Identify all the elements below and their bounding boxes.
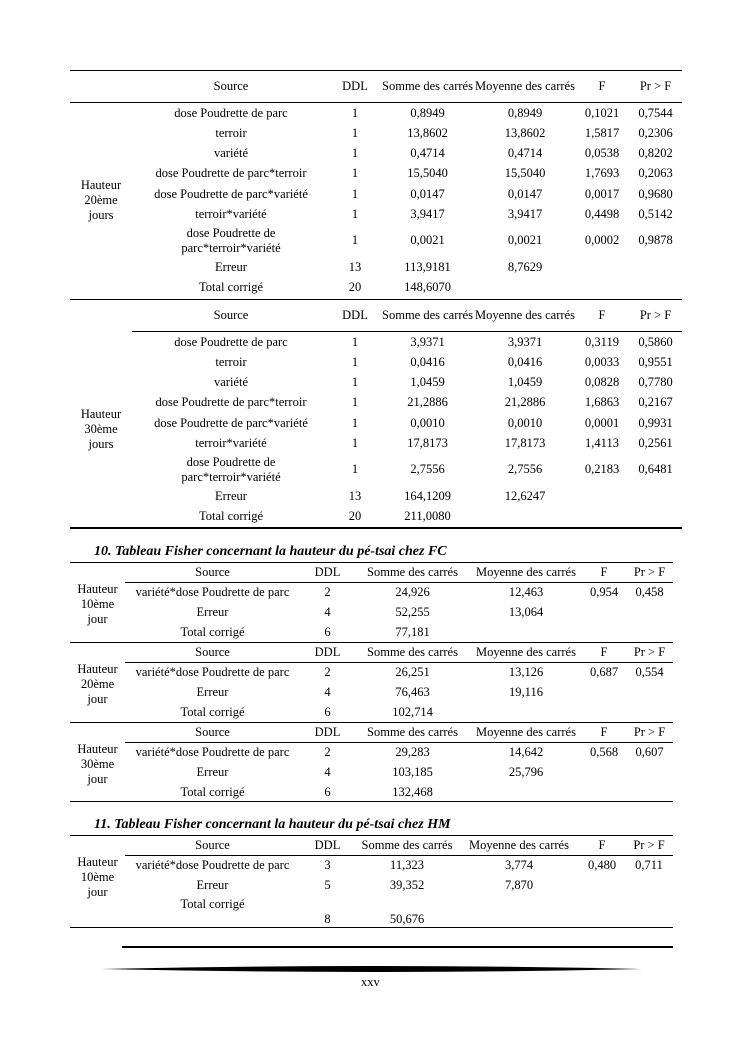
cell-moyenne: 0,0021 (507, 233, 543, 247)
cell-ddl: 1 (351, 186, 359, 201)
col-header-source: Source (213, 308, 249, 322)
cell-pr (626, 682, 673, 702)
cell-moyenne (475, 277, 575, 297)
cell-somme: 103,185 (392, 764, 433, 779)
cell-moyenne (470, 782, 582, 802)
cell-f (582, 702, 626, 722)
cell-ddl: 4 (324, 604, 331, 619)
cell-ddl: 1 (351, 145, 359, 160)
cell-f (582, 682, 626, 702)
cell-ddl: 13 (348, 259, 362, 274)
group-label: Hauteur 20ème jours (80, 177, 122, 222)
col-header-ddl: DDL (314, 564, 341, 579)
cell-somme: 0,0147 (410, 186, 445, 201)
anova-group-30-jours (70, 332, 682, 527)
cell-ddl: 2 (300, 582, 355, 602)
col-header-moyenne: Moyenne des carrés (475, 308, 575, 322)
row-source: dose Poudrette de parc*terroir (155, 395, 307, 409)
col-header-pr: Pr > F (633, 644, 666, 659)
cell-somme: 0,0010 (410, 415, 445, 430)
group-label: Hauteur 10ème jour (77, 582, 118, 626)
cell-pr: 0,458 (626, 582, 673, 602)
cell-pr: 0,8202 (638, 145, 673, 160)
cell-somme: 77,181 (395, 624, 430, 639)
cell-f: 1,6863 (584, 395, 620, 409)
cell-pr: 0,9680 (638, 186, 673, 201)
cell-ddl: 20 (348, 279, 362, 294)
cell-somme: 29,283 (355, 742, 470, 762)
cell-ddl: 1 (351, 354, 359, 369)
cell-pr (629, 486, 682, 506)
row-source: Erreur (196, 764, 229, 779)
cell-f (575, 257, 629, 277)
cell-somme: 148,6070 (404, 279, 451, 294)
table-10-caption: 10. Tableau Fisher concernant la hauteur du pé-tsai chez FC (94, 544, 447, 559)
cell-f: 0,568 (582, 742, 626, 762)
cell-f: 0,480 (579, 855, 625, 875)
col-header-f: F (598, 308, 606, 322)
cell-pr: 0,2063 (638, 166, 673, 180)
cell-somme: 132,468 (392, 784, 433, 799)
cell-somme: 211,0080 (404, 509, 451, 523)
col-header-somme: Somme des carrés (367, 564, 458, 579)
divider-flourish (102, 964, 642, 974)
cell-pr (626, 622, 673, 642)
col-header-pr: Pr > F (639, 308, 672, 322)
cell-ddl: 1 (351, 125, 359, 140)
row-source: variété*dose Poudrette de parc (125, 742, 300, 762)
cell-pr (626, 602, 673, 622)
cell-somme: 164,1209 (404, 488, 451, 503)
cell-somme: 0,0021 (410, 233, 445, 247)
cell-f (582, 622, 626, 642)
cell-ddl: 6 (324, 784, 331, 799)
cell-moyenne: 17,8173 (504, 435, 546, 450)
cell-moyenne: 2,7556 (507, 462, 543, 476)
cell-f: 0,1021 (584, 105, 620, 120)
row-source: dose Poudrette de parc (174, 334, 288, 349)
group-label: Hauteur 30ème jours (80, 407, 122, 451)
row-source: Erreur (196, 684, 229, 699)
cell-pr: 0,2561 (638, 435, 673, 450)
cell-moyenne: 25,796 (508, 764, 544, 779)
cell-f: 0,0538 (584, 145, 620, 160)
cell-f (582, 762, 626, 782)
row-source: terroir (215, 354, 247, 369)
cell-moyenne (459, 895, 579, 927)
cell-ddl: 2 (300, 662, 355, 682)
cell-pr: 0,7544 (638, 105, 673, 120)
row-source: Total corrigé (180, 704, 245, 719)
cell-moyenne: 3,9371 (507, 334, 543, 349)
cell-ddl: 2 (300, 742, 355, 762)
cell-moyenne: 15,5040 (504, 166, 546, 180)
col-header-ddl: DDL (314, 644, 341, 659)
col-header-ddl: DDL (314, 724, 341, 739)
group-label: Hauteur 20ème jour (77, 662, 118, 706)
cell-ddl: 3 (300, 855, 355, 875)
cell-somme: 102,714 (392, 704, 433, 719)
cell-ddl: 1 (351, 206, 359, 221)
col-header-ddl: DDL (314, 837, 341, 852)
col-header-moyenne: Moyenne des carrés (476, 564, 576, 579)
row-source: variété (213, 145, 248, 160)
cell-moyenne (470, 702, 582, 722)
cell-ddl: 20 (348, 509, 362, 523)
row-source: Total corrigé (198, 279, 264, 294)
cell-f (582, 602, 626, 622)
cell-moyenne: 0,8949 (507, 105, 543, 120)
cell-pr (629, 506, 682, 527)
col-header-f: F (600, 724, 608, 739)
cell-f: 0,687 (582, 662, 626, 682)
cell-ddl: 6 (324, 624, 331, 639)
cell-somme: 2,7556 (410, 462, 445, 476)
cell-pr: 0,6481 (638, 462, 673, 476)
cell-moyenne: 0,4714 (507, 145, 543, 160)
row-source: dose Poudrette de parc (174, 105, 288, 120)
cell-moyenne: 14,642 (470, 742, 582, 762)
cell-moyenne (475, 506, 575, 527)
cell-somme: 0,8949 (410, 105, 445, 120)
cell-ddl: 1 (351, 415, 359, 430)
cell-f (575, 486, 629, 506)
cell-f (579, 895, 625, 927)
col-header-moyenne: Moyenne des carrés (476, 724, 576, 739)
cell-pr: 0,5860 (638, 334, 673, 349)
cell-ddl: 1 (351, 105, 359, 120)
cell-ddl: 1 (351, 435, 359, 450)
anova-block-20-jours (70, 71, 682, 103)
cell-ddl: 4 (324, 684, 331, 699)
col-header-source: Source (213, 78, 249, 93)
cell-somme: 21,2886 (407, 395, 448, 409)
cell-f: 0,3119 (585, 334, 619, 349)
col-header-source: Source (195, 644, 230, 659)
cell-somme: 50,676 (389, 912, 425, 926)
cell-somme: 26,251 (355, 662, 470, 682)
cell-pr (629, 277, 682, 297)
cell-f: 0,0002 (584, 233, 620, 247)
cell-ddl: 1 (351, 374, 359, 389)
cell-moyenne: 3,774 (459, 855, 579, 875)
anova-group-20-jours (70, 103, 682, 297)
row-source: dose Poudrette de parc*terroir (155, 166, 307, 180)
cell-f: 0,954 (582, 582, 626, 602)
col-header-ddl: DDL (342, 78, 368, 93)
cell-moyenne: 19,116 (509, 684, 543, 699)
cell-ddl: 13 (348, 488, 362, 503)
cell-somme: 39,352 (389, 877, 425, 892)
cell-pr (626, 702, 673, 722)
col-header-moyenne: Moyenne des carrés (476, 644, 576, 659)
row-source: dose Poudrette de parc*variété (154, 415, 308, 430)
col-header-pr: Pr > F (633, 837, 665, 852)
cell-pr: 0,9878 (638, 233, 673, 247)
cell-moyenne: 12,6247 (504, 488, 546, 503)
row-source: terroir*variété (195, 206, 267, 221)
fisher-fc-30-jour (70, 723, 673, 802)
cell-pr (625, 875, 673, 895)
cell-ddl: 1 (351, 462, 359, 476)
row-source: Erreur (196, 604, 229, 619)
cell-somme: 15,5040 (407, 166, 448, 180)
col-header-moyenne: Moyenne des carrés (469, 837, 569, 852)
row-source: variété*dose Poudrette de parc (125, 582, 300, 602)
cell-moyenne: 7,870 (504, 877, 534, 892)
row-source: variété*dose Poudrette de parc (125, 662, 300, 682)
cell-ddl: 1 (351, 233, 359, 247)
cell-pr: 0,2167 (638, 395, 673, 409)
col-header-source: Source (195, 724, 230, 739)
cell-f (575, 506, 629, 527)
cell-somme: 113,9181 (404, 259, 451, 274)
cell-somme: 0,0416 (410, 354, 445, 369)
row-source: Total corrigé (198, 509, 264, 523)
col-header-somme: Somme des carrés (382, 78, 473, 93)
row-source: Total corrigé (180, 784, 245, 799)
cell-f (582, 782, 626, 802)
cell-somme: 17,8173 (407, 435, 448, 450)
cell-somme: 52,255 (395, 604, 430, 619)
cell-pr: 0,9931 (638, 415, 673, 430)
fisher-hm-10-jour (70, 836, 673, 927)
cell-f: 0,0017 (584, 186, 620, 201)
row-source: Erreur (215, 259, 247, 274)
cell-somme: 1,0459 (410, 374, 445, 389)
row-source: Total corrigé (180, 897, 245, 911)
row-source: dose Poudrette de parc*terroir*variété (181, 454, 281, 484)
cell-ddl: 1 (351, 166, 359, 180)
cell-moyenne: 13,126 (470, 662, 582, 682)
row-source: Total corrigé (180, 624, 245, 639)
col-header-f: F (600, 644, 608, 659)
cell-f: 1,7693 (584, 166, 620, 180)
row-source: Erreur (215, 488, 247, 503)
cell-pr: 0,5142 (638, 206, 673, 221)
cell-somme: 3,9417 (410, 206, 445, 221)
cell-moyenne: 13,064 (508, 604, 544, 619)
fisher-fc-20-jour (70, 643, 673, 722)
table-11-caption: 11. Tableau Fisher concernant la hauteur du pé-tsai chez HM (94, 817, 451, 832)
cell-f: 0,0001 (584, 415, 620, 430)
cell-pr (626, 762, 673, 782)
cell-somme: 0,4714 (410, 145, 445, 160)
cell-f: 0,0828 (584, 374, 620, 389)
col-header-somme: Somme des carrés (382, 308, 473, 322)
cell-ddl: 5 (324, 877, 331, 892)
cell-somme: 11,323 (355, 855, 459, 875)
anova-block-30-jours-header (70, 300, 682, 331)
row-source: dose Poudrette de parc*terroir*variété (181, 225, 281, 255)
cell-pr: 0,554 (626, 662, 673, 682)
col-header-moyenne: Moyenne des carrés (475, 78, 575, 93)
cell-pr (629, 257, 682, 277)
cell-moyenne: 21,2886 (504, 395, 546, 409)
fisher-fc-10-jour (70, 563, 673, 642)
col-header-source: Source (195, 837, 230, 852)
row-source: variété*dose Poudrette de parc (125, 855, 300, 875)
row-source: dose Poudrette de parc*variété (154, 186, 308, 201)
col-header-f: F (600, 564, 608, 579)
cell-moyenne: 1,0459 (507, 374, 543, 389)
cell-pr: 0,7780 (638, 374, 673, 389)
cell-pr: 0,2306 (638, 125, 673, 140)
cell-f: 0,0033 (584, 354, 620, 369)
cell-moyenne: 3,9417 (507, 206, 543, 221)
cell-f (579, 875, 625, 895)
cell-moyenne: 0,0416 (507, 354, 543, 369)
cell-pr: 0,711 (625, 855, 673, 875)
cell-ddl: 4 (324, 764, 331, 779)
group-label: Hauteur 10ème jour (77, 855, 118, 899)
col-header-somme: Somme des carrés (367, 724, 458, 739)
cell-ddl: 6 (324, 704, 331, 719)
row-source: Erreur (196, 877, 229, 892)
cell-ddl: 1 (351, 395, 359, 409)
cell-moyenne (470, 622, 582, 642)
group-label: Hauteur 30ème jour (77, 742, 118, 786)
col-header-pr: Pr > F (633, 564, 666, 579)
cell-moyenne: 12,463 (470, 582, 582, 602)
cell-f: 1,5817 (584, 125, 620, 140)
cell-pr (625, 895, 673, 927)
cell-moyenne: 8,7629 (507, 259, 543, 274)
cell-f: 0,2183 (584, 462, 620, 476)
cell-somme: 24,926 (355, 582, 470, 602)
cell-ddl: 8 (324, 912, 331, 926)
cell-moyenne: 0,0147 (507, 186, 543, 201)
col-header-f: F (598, 837, 606, 852)
cell-f: 0,4498 (584, 206, 620, 221)
col-header-ddl: DDL (342, 308, 368, 322)
cell-pr: 0,607 (626, 742, 673, 762)
cell-moyenne: 0,0010 (507, 415, 543, 430)
cell-pr (626, 782, 673, 802)
row-source: variété (213, 374, 248, 389)
cell-f (575, 277, 629, 297)
cell-somme: 13,8602 (407, 125, 448, 140)
col-header-somme: Somme des carrés (361, 837, 453, 852)
row-source: terroir*variété (195, 435, 267, 450)
col-header-pr: Pr > F (633, 724, 666, 739)
page-number: xxv (361, 975, 380, 989)
cell-moyenne: 13,8602 (504, 125, 546, 140)
cell-somme: 76,463 (395, 684, 430, 699)
cell-somme: 3,9371 (410, 334, 445, 349)
cell-ddl: 1 (351, 334, 359, 349)
col-header-somme: Somme des carrés (367, 644, 458, 659)
col-header-pr: Pr > F (639, 78, 672, 93)
row-source: terroir (215, 125, 247, 140)
col-header-f: F (598, 78, 606, 93)
cell-f: 1,4113 (585, 435, 619, 450)
col-header-source: Source (195, 564, 230, 579)
cell-pr: 0,9551 (638, 354, 673, 369)
